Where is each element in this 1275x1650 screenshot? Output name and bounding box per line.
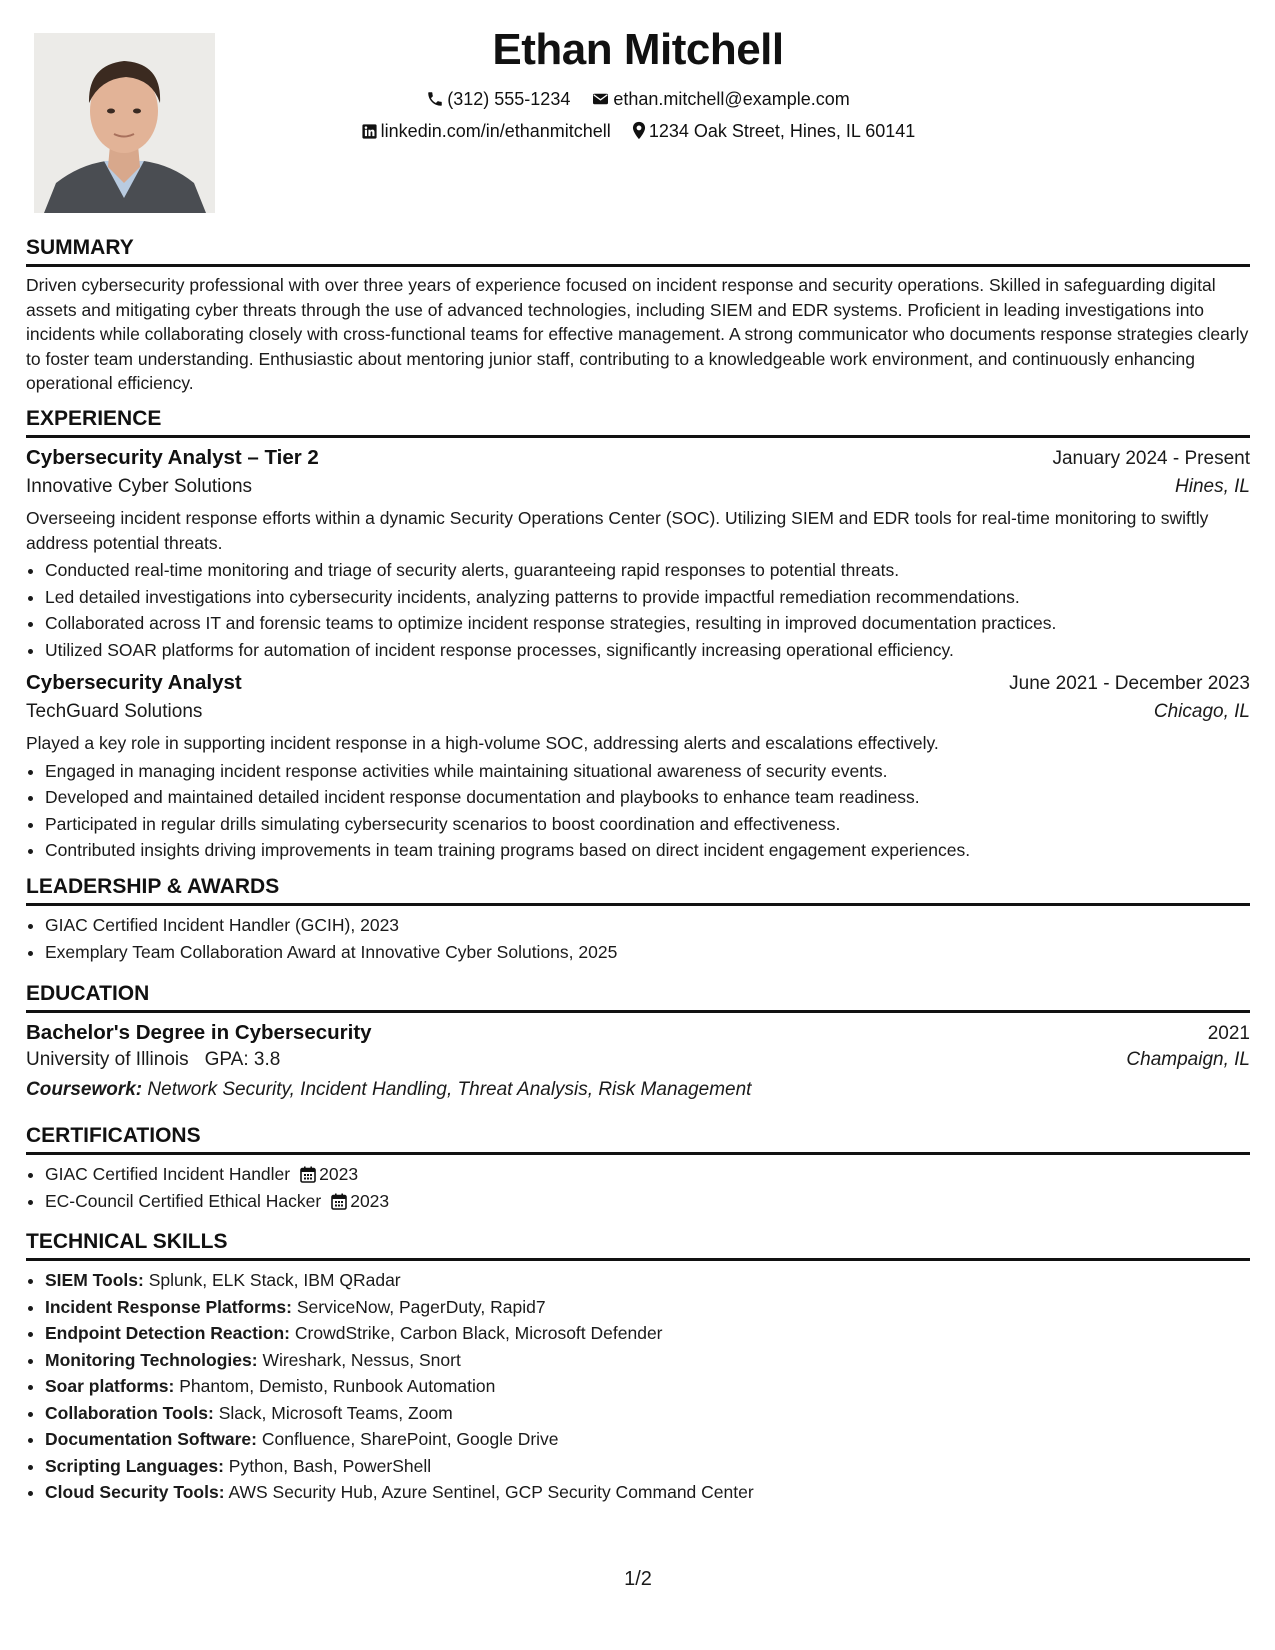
linkedin-icon xyxy=(361,121,381,141)
list-item xyxy=(45,1188,1250,1215)
job-location: Hines, IL xyxy=(1175,476,1250,497)
header xyxy=(26,20,1250,144)
certifications-list xyxy=(26,1161,1250,1214)
phone-contact[interactable] xyxy=(426,86,570,112)
skill-label: Scripting Languages: xyxy=(45,1455,224,1476)
cert-name: GIAC Certified Incident Handler xyxy=(45,1164,291,1184)
job-date: June 2021 - December 2023 xyxy=(1009,673,1250,694)
job-description: Overseeing incident response efforts within a dynamic Security Operations Center (SOC). Utilizing SIEM and EDR tools for real-time monitoring to swiftly address potential threats. xyxy=(26,508,1209,553)
list-item: • Collaborated across IT and forensic teams to optimize incident response strategies, resulting in improved documentation practices. xyxy=(45,610,1250,637)
list-item: • Conducted real-time monitoring and triage of security alerts, guaranteeing rapid responses to potential threats. xyxy=(45,557,1250,584)
coursework xyxy=(26,1079,1250,1101)
list-item: • Engaged in managing incident response activities while maintaining situational awareness of security events. xyxy=(45,758,1250,785)
school-location: Champaign, IL xyxy=(1126,1049,1250,1070)
list-item xyxy=(45,1373,1250,1400)
skill-value: AWS Security Hub, Azure Sentinel, GCP Security Command Center xyxy=(228,1482,754,1502)
leadership-section xyxy=(26,873,1250,965)
education-section xyxy=(26,980,1250,1101)
address-text: 1234 Oak Street, Hines, IL 60141 xyxy=(648,121,916,141)
job-bullets xyxy=(26,557,1250,663)
linkedin-text: linkedin.com/in/ethanmitchell xyxy=(380,121,611,141)
linkedin-contact[interactable] xyxy=(361,118,611,144)
skills-list xyxy=(26,1267,1250,1506)
job-location: Chicago, IL xyxy=(1153,701,1250,722)
skill-label: Incident Response Platforms: xyxy=(45,1296,292,1317)
list-item xyxy=(45,1347,1250,1374)
skill-label: Monitoring Technologies: xyxy=(45,1349,258,1370)
list-item xyxy=(45,1161,1250,1188)
envelope-icon xyxy=(591,89,613,109)
certifications-title: CERTIFICATIONS xyxy=(26,1122,1250,1155)
job-title: Cybersecurity Analyst – Tier 2 xyxy=(26,446,319,469)
leadership-list xyxy=(26,912,1250,965)
skill-label: Soar platforms: xyxy=(45,1376,175,1396)
skill-value: CrowdStrike, Carbon Black, Microsoft Defender xyxy=(294,1323,663,1343)
page-number: 1/2 xyxy=(624,1568,652,1590)
list-item: • Led detailed investigations into cybersecurity incidents, analyzing patterns to provide impactful remediation recommendations. xyxy=(45,584,1250,611)
phone-text: (312) 555-1234 xyxy=(447,89,571,109)
calendar-icon xyxy=(321,1191,350,1211)
leadership-title: LEADERSHIP & AWARDS xyxy=(26,873,1250,906)
skill-value: Python, Bash, PowerShell xyxy=(228,1455,432,1476)
candidate-name: Ethan Mitchell xyxy=(492,25,784,74)
address-contact xyxy=(632,118,916,144)
job-description: Played a key role in supporting incident response in a high-volume SOC, addressing alerts and escalations effectively. xyxy=(26,733,939,753)
cert-year: 2023 xyxy=(350,1190,390,1211)
coursework-text: Network Security, Incident Handling, Threat Analysis, Risk Management xyxy=(147,1079,752,1100)
school: University of Illinois xyxy=(26,1049,189,1070)
list-item: • Participated in regular drills simulating cybersecurity scenarios to boost coordination and effectiveness. xyxy=(45,811,1250,838)
job-entry xyxy=(26,671,1250,864)
coursework-label: Coursework: xyxy=(26,1079,143,1100)
skill-value: Confluence, SharePoint, Google Drive xyxy=(261,1429,559,1449)
list-item: • Contributed insights driving improvements in team training programs based on direct incident engagement experiences. xyxy=(45,837,1250,864)
summary-section xyxy=(26,234,1250,396)
education-title: EDUCATION xyxy=(26,980,1250,1013)
gpa: GPA: 3.8 xyxy=(204,1049,281,1070)
list-item: • Exemplary Team Collaboration Award at Innovative Cyber Solutions, 2025 xyxy=(45,939,1250,966)
skill-value: Slack, Microsoft Teams, Zoom xyxy=(218,1402,453,1423)
summary-text: Driven cybersecurity professional with over three years of experience focused on incident response and security operations. Skilled in safeguarding digital assets and mitigating cyber threats through the use of advanced technologies, including SIEM and EDR systems. Proficient in leading investigations into incidents while collaborating closely with cross-functional teams for effective management. A strong communicator who documents response strategies clearly to foster team understanding. Enthusiastic about mentoring junior staff, contributing to a knowledgeable work environment, and continuously enhancing operational efficiency. xyxy=(26,275,1249,393)
cert-name: EC-Council Certified Ethical Hacker xyxy=(45,1190,322,1211)
job-company: TechGuard Solutions xyxy=(26,701,203,722)
skills-section xyxy=(26,1228,1250,1506)
degree: Bachelor's Degree in Cybersecurity xyxy=(26,1021,372,1044)
list-item: • GIAC Certified Incident Handler (GCIH), 2023 xyxy=(45,912,1250,939)
skill-label: SIEM Tools: xyxy=(45,1270,144,1290)
job-date: January 2024 - Present xyxy=(1052,448,1250,469)
skills-title: TECHNICAL SKILLS xyxy=(26,1228,1250,1261)
list-item: • Developed and maintained detailed incident response documentation and playbooks to enhance team readiness. xyxy=(45,784,1250,811)
job-entry xyxy=(26,446,1250,663)
list-item: • Utilized SOAR platforms for automation of incident response processes, significantly increasing operational efficiency. xyxy=(45,637,1250,664)
certifications-section xyxy=(26,1122,1250,1214)
job-title: Cybersecurity Analyst xyxy=(26,671,242,694)
graduation-year: 2021 xyxy=(1207,1023,1250,1044)
skill-label: Collaboration Tools: xyxy=(45,1402,214,1423)
list-item xyxy=(45,1267,1250,1294)
list-item xyxy=(45,1479,1250,1506)
summary-title: SUMMARY xyxy=(26,234,1250,267)
email-contact[interactable] xyxy=(591,86,849,112)
skill-label: Documentation Software: xyxy=(45,1429,257,1449)
skill-value: ServiceNow, PagerDuty, Rapid7 xyxy=(296,1296,546,1317)
contact-line-2 xyxy=(26,118,1250,144)
contact-line-1 xyxy=(26,86,1250,112)
skill-label: Endpoint Detection Reaction: xyxy=(45,1323,290,1343)
skill-value: Phantom, Demisto, Runbook Automation xyxy=(179,1376,496,1396)
list-item xyxy=(45,1453,1250,1480)
phone-icon xyxy=(426,89,447,109)
list-item xyxy=(45,1294,1250,1321)
list-item xyxy=(45,1426,1250,1453)
cert-year: 2023 xyxy=(319,1164,359,1184)
list-item xyxy=(45,1320,1250,1347)
email-text: ethan.mitchell@example.com xyxy=(613,89,850,109)
calendar-icon xyxy=(290,1164,319,1184)
experience-section xyxy=(26,405,1250,864)
job-bullets xyxy=(26,758,1250,864)
skill-value: Wireshark, Nessus, Snort xyxy=(262,1349,461,1370)
skill-value: Splunk, ELK Stack, IBM QRadar xyxy=(148,1270,401,1290)
job-company: Innovative Cyber Solutions xyxy=(26,476,253,497)
list-item xyxy=(45,1400,1250,1427)
skill-label: Cloud Security Tools: xyxy=(45,1482,225,1502)
experience-title: EXPERIENCE xyxy=(26,405,1250,438)
map-pin-icon xyxy=(632,121,649,141)
